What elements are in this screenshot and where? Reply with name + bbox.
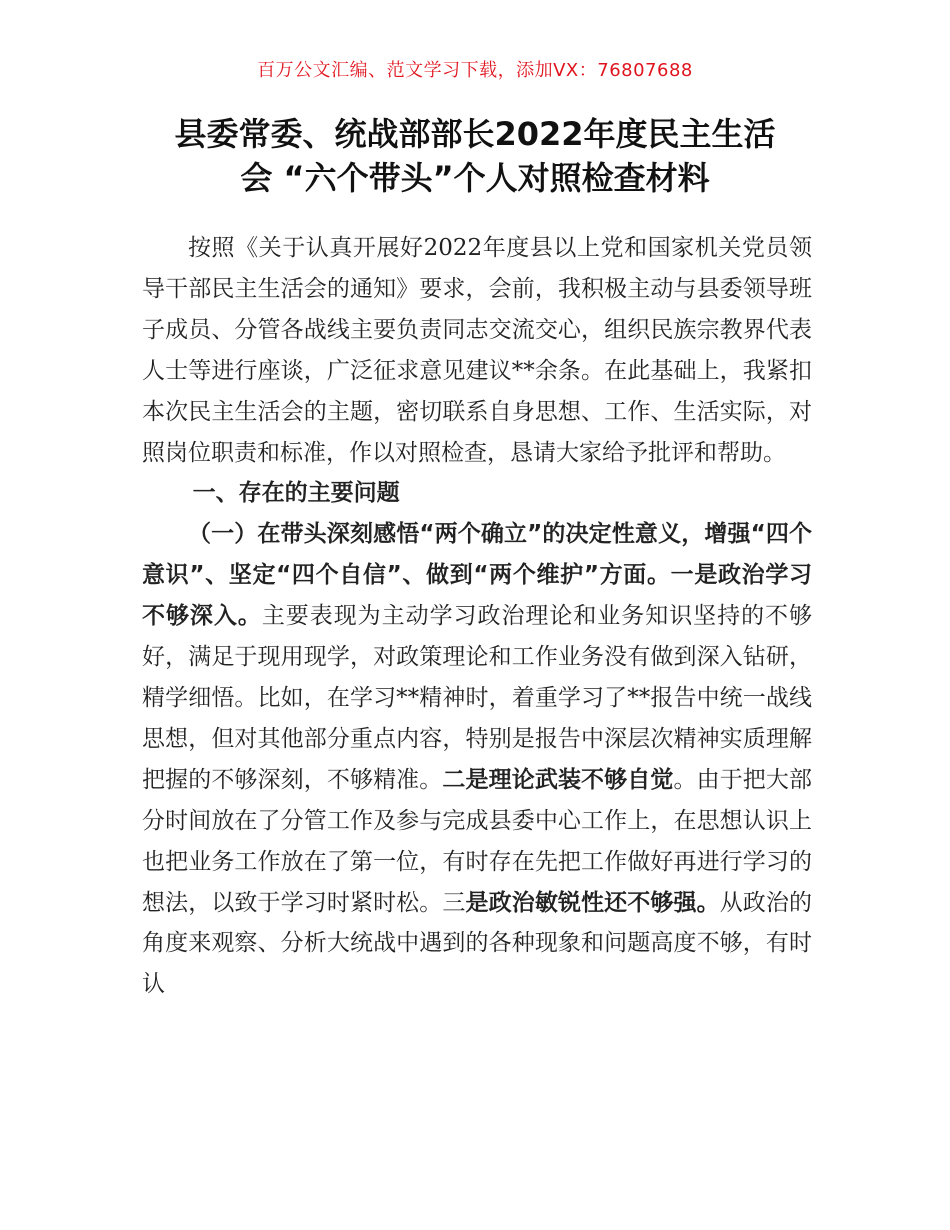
point-3-text: 从政治的角度来观察、分析大统战中遇到的各种现象和问题高度不够，有时认 bbox=[142, 889, 813, 998]
document-body bbox=[142, 228, 812, 1005]
point-2-title: 二是理论武装不够自觉 bbox=[442, 766, 674, 793]
subsection-heading: （一）在带头深刻感悟“两个确立”的决定性意义，增强“四个意识”、坚定“四个自信”、做到“两个维护”方面。 bbox=[142, 521, 812, 589]
point-3-prefix: 三 bbox=[442, 889, 466, 916]
title-line-2: 会 “六个带头”个人对照检查材料 bbox=[240, 159, 710, 197]
document-title bbox=[120, 112, 830, 200]
header-watermark-note: 百万公文汇编、范文学习下载，添加VX：76807688 bbox=[257, 60, 693, 81]
title-line-1: 县委常委、统战部部长2022年度民主生活 bbox=[174, 115, 776, 153]
section-heading: 一、存在的主要问题 bbox=[192, 480, 400, 507]
point-2-text: 。由于把大部分时间放在了分管工作及参与完成县委中心工作上，在思想认识上也把业务工作放在了第一位，有时存在先把工作做好再进行学习的想法，以致于学习时紧时松。 bbox=[142, 766, 813, 916]
subsection-paragraph bbox=[142, 514, 812, 1005]
point-1-text: 主要表现为主动学习政治理论和业务知识坚持的不够好，满足于现用现学，对政策理论和工作业务没有做到深入钻研，精学细悟。比如，在学习**精神时，着重学习了**报告中统一战线思想，但对其他部分重点内容，特别是报告中深层次精神实质理解把握的不够深刻，不够精准。 bbox=[142, 603, 813, 793]
intro-paragraph: 按照《关于认真开展好2022年度县以上党和国家机关党员领导干部民主生活会的通知》要求，会前，我积极主动与县委领导班子成员、分管各战线主要负责同志交流交心，组织民族宗教界代表人士等进行座谈，广泛征求意见建议**余条。在此基础上，我紧扣本次民主生活会的主题，密切联系自身思想、工作、生活实际，对照岗位职责和标准，作以对照检查，恳请大家给予批评和帮助。 bbox=[142, 235, 812, 466]
point-1-title: 一是政治学习不够深入。 bbox=[142, 562, 813, 630]
point-3-title: 是政治敏锐性还不够强。 bbox=[465, 889, 720, 916]
